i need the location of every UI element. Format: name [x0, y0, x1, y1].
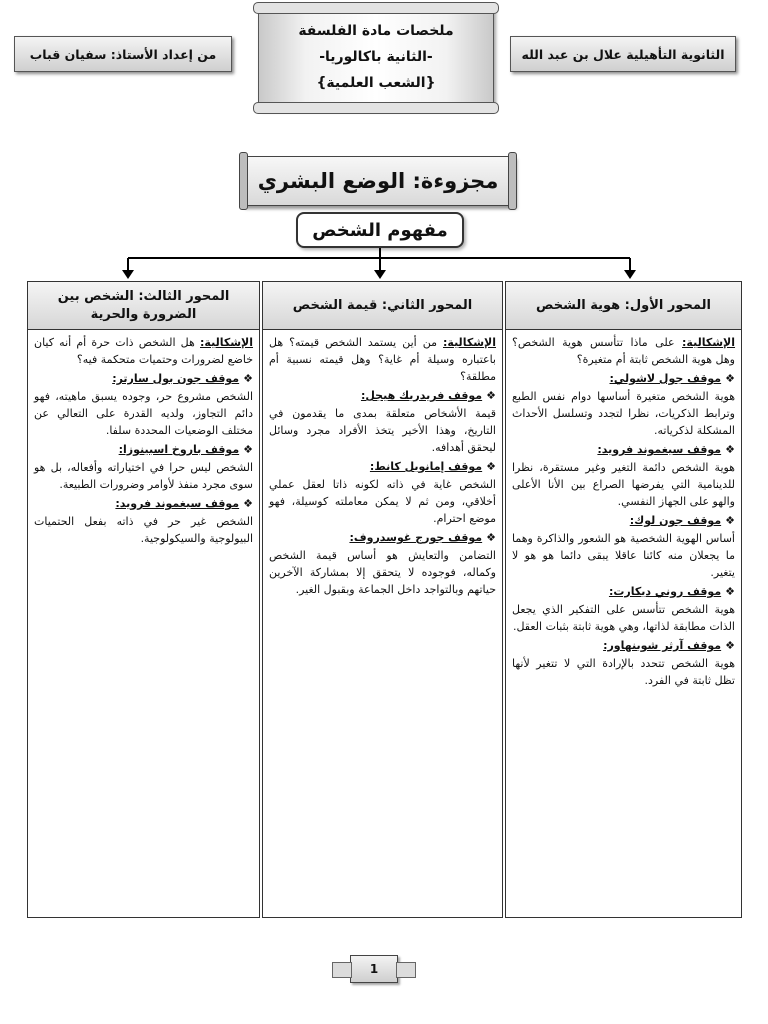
arrow-head-right: [624, 270, 636, 279]
position-text: هوية الشخص متغيرة أساسها دوام نفس الطبع وترابط الذكريات، نظرا لتجدد وتسلسل الأحداث المشكلة لذكرياته.: [512, 390, 735, 437]
page-number-box: [350, 955, 398, 983]
axis-1-title: المحور الأول: هوية الشخص: [506, 282, 741, 330]
position-text: قيمة الأشخاص متعلقة بمدى ما يقدمون في التاريخ، وهذا الأخير يتخذ الأفراد مجرد وسائل ليحقق أهدافه.: [269, 407, 496, 454]
arrow-head-left: [122, 270, 134, 279]
module-title-text: مجزوءة: الوضع البشري: [257, 169, 499, 193]
position-text: هوية الشخص تتحدد بالإرادة التي لا تتغير لأنها تظل ثابتة في الفرد.: [512, 657, 735, 687]
position-heading: ❖موقف فريدريك هيجل:: [360, 389, 496, 402]
position-text: الشخص غاية في ذاته لكونه ذاتا لعقل عملي أخلاقي، ومن ثم لا يمكن معاملته كوسيلة، فهو موضع احترام.: [269, 478, 496, 525]
axis-1-column: [505, 281, 742, 918]
school-name: الثانوية التأهيلية علال بن عبد الله: [521, 46, 725, 62]
title-line-3: {الشعب العلمية}: [316, 75, 436, 91]
position-heading: ❖موقف آرثر شوبنهاور:: [603, 639, 735, 652]
position-heading: ❖موقف سيغموند فرويد:: [115, 497, 253, 510]
axis-3-title: المحور الثالث: الشخص بين الضرورة والحرية: [28, 282, 259, 330]
position-text: الشخص مشروع حر، وجوده يسبق ماهيته، فهو دائم التجاوز، ولديه القدرة على التعالي عن مختلف الوضعيات المحددة سلفا.: [34, 390, 253, 437]
position-text: الشخص غير حر في ذاته بفعل الحتميات البيولوجية والسيكولوجية.: [34, 515, 253, 545]
axis-2-column: [262, 281, 503, 918]
page-number: 1: [369, 962, 379, 976]
position-heading: ❖موقف جون لوك:: [629, 514, 735, 527]
position-heading: ❖موقف جول لاشولي:: [609, 372, 735, 385]
position-text: الشخص ليس حرا في اختياراته وأفعاله، بل هو سوى مجرد منفذ لأوامر وضرورات الطبيعة.: [34, 461, 253, 491]
position-heading: ❖موقف إمانويل كانط:: [369, 460, 496, 473]
position-text: أساس الهوية الشخصية هو الشعور والذاكرة وهما ما يجعلان منه كائنا عاقلا يبقى دائما هو هو لا يتغير.: [512, 532, 735, 579]
axis-1-problem: الإشكالية: على ماذا تتأسس هوية الشخص؟ وهل هوية الشخص ثابتة أم متغيرة؟: [512, 336, 736, 366]
connector-arrows: [0, 0, 768, 290]
position-heading: ❖موقف روني ديكارت:: [608, 585, 735, 598]
axis-3-problem: الإشكالية: هل الشخص ذات حرة أم أنه كيان خاضع لضرورات وحتميات متحكمة فيه؟: [34, 336, 254, 366]
axis-2-problem: الإشكالية: من أين يستمد الشخص قيمته؟ هل باعتباره وسيلة أم غاية؟ وهل قيمته نسبية أم مطلقة؟: [269, 336, 496, 383]
author-name: من إعداد الأستاذ: سفيان قباب: [29, 46, 217, 62]
position-text: التضامن والتعايش هو أساس قيمة الشخص وكماله، فوجوده لا يتحقق إلا بمشاركة الآخرين حياتهم وبالتواجد داخل الجماعة وبقبول الغير.: [269, 549, 496, 596]
position-heading: ❖موقف باروخ اسبينوزا:: [118, 443, 253, 456]
position-text: هوية الشخص دائمة التغير وغير مستقرة، نظرا للدينامية التي يفرضها الصراع بين الأنا الأعلى والهو على الجهاز النفسي.: [512, 461, 735, 508]
position-heading: ❖موقف سيغموند فرويد:: [597, 443, 735, 456]
axis-2-title: المحور الثاني: قيمة الشخص: [263, 282, 502, 330]
position-text: هوية الشخص تتأسس على التفكير الذي يجعل الذات مطابقة لذاتها، وهي هوية ثابتة بثبات العقل.: [512, 603, 735, 633]
arrow-head-center: [374, 270, 386, 279]
concept-title-text: مفهوم الشخص: [312, 219, 448, 241]
axis-3-column: [27, 281, 260, 918]
title-line-1: ملخصات مادة الفلسفة: [298, 23, 454, 39]
title-line-2: -الثانية باكالوريا-: [319, 49, 433, 65]
position-heading: ❖موقف جورج غوسدروف:: [349, 531, 496, 544]
position-heading: ❖موقف جون بول سارتر:: [112, 372, 253, 385]
